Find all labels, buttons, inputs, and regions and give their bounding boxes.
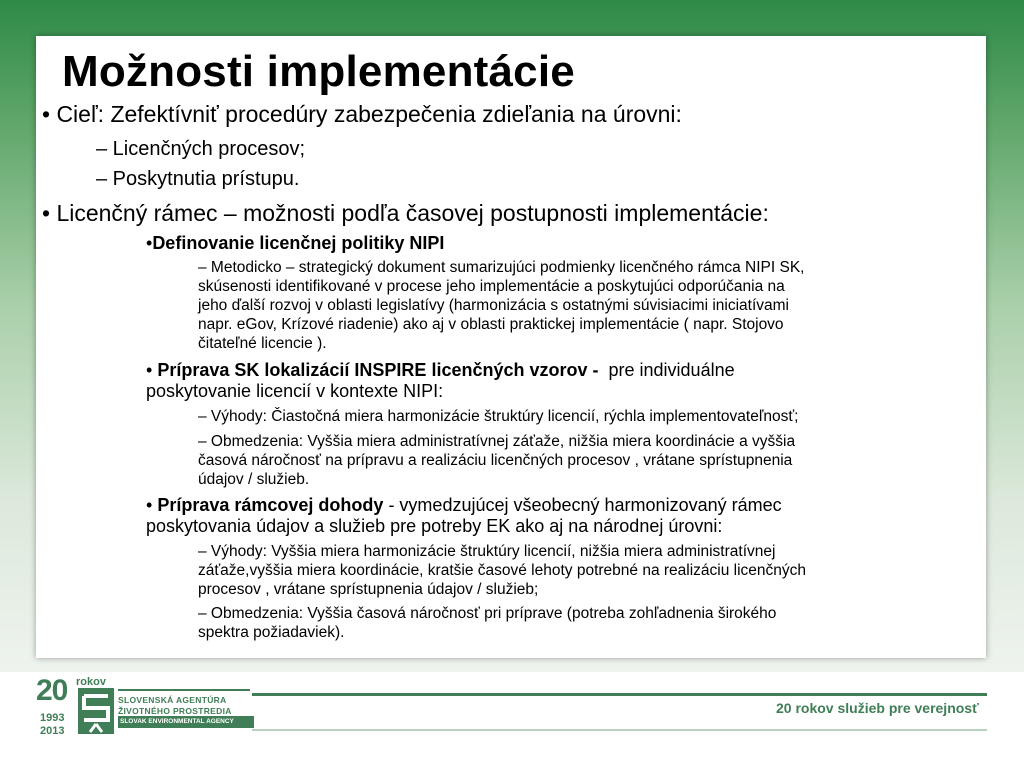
footer-divider bbox=[252, 693, 987, 696]
text-line: skúsenosti identifikované v procese jeho implementácie a poskytujúci odporúčania na bbox=[198, 278, 785, 295]
item-agreement-pros bbox=[198, 542, 988, 599]
agency-name-line2: ŽIVOTNÉHO PROSTREDIA bbox=[118, 706, 232, 716]
logo-anniversary-word: rokov bbox=[76, 676, 106, 688]
item-policy-title: Definovanie licenčnej politiky NIPI bbox=[152, 233, 445, 253]
text-line: – Výhody: Vyššia miera harmonizácie štruktúry licencií, nižšia miera administratívnej bbox=[198, 543, 776, 560]
text-line: záťaže,vyššia miera koordinácie, kratšie časové lehoty potrebné na realizáciu licenčných bbox=[198, 562, 807, 579]
text-line: jeho ďalší rozvoj v oblasti legislatívy (harmonizácia s ostatnými súvisiacimi iniciatívami bbox=[198, 297, 789, 314]
slide-title: Možnosti implementácie bbox=[62, 47, 575, 96]
text-line: časová náročnosť na prípravu a realizáciu licenčných procesov , vrátane sprístupnenia bbox=[198, 452, 793, 469]
item-inspire-cons bbox=[198, 432, 988, 489]
bullet-framework: • Licenčný rámec – možnosti podľa časovej postupnosti implementácie: bbox=[42, 200, 769, 226]
item-inspire-pros: – Výhody: Čiastočná miera harmonizácie štruktúry licencií, rýchla implementovateľnosť; bbox=[198, 408, 799, 425]
item-agreement-cons bbox=[198, 604, 988, 642]
item-bullet: • bbox=[146, 233, 153, 253]
text-line: spektra požiadaviek). bbox=[198, 624, 345, 641]
item-inspire-title: Príprava SK lokalizácií INSPIRE licenčných vzorov - bbox=[157, 360, 599, 380]
text-line: – Obmedzenia: Vyššia miera administratívnej záťaže, nižšia miera koordinácie a vyššia bbox=[198, 433, 796, 450]
bullet-goal: • Cieľ: Zefektívniť procedúry zabezpečenia zdieľania na úrovni: bbox=[42, 101, 682, 127]
item-inspire-rest: pre individuálne bbox=[608, 360, 735, 380]
agency-name-line1: SLOVENSKÁ AGENTÚRA bbox=[118, 695, 227, 705]
text-line: údajov / služieb. bbox=[198, 471, 310, 488]
item-bullet: • bbox=[146, 495, 153, 515]
logo-years bbox=[40, 712, 64, 738]
text-line: – Metodicko – strategický dokument sumarizujúci podmienky licenčného rámca NIPI SK, bbox=[198, 259, 805, 276]
item-agreement-heading bbox=[146, 495, 782, 516]
sub-bullet-licensing: – Licenčných procesov; bbox=[96, 138, 306, 160]
item-agreement-rest: - vymedzujúcej všeobecný harmonizovaný rámec bbox=[388, 495, 782, 515]
item-inspire-heading bbox=[146, 360, 735, 381]
logo-anniversary-number: 20 bbox=[36, 674, 68, 707]
agency-name-english: SLOVAK ENVIRONMENTAL AGENCY bbox=[118, 716, 254, 728]
item-policy-description bbox=[198, 258, 988, 353]
footer-tagline: 20 rokov služieb pre verejnosť bbox=[776, 700, 979, 716]
item-agreement-title: Príprava rámcovej dohody bbox=[157, 495, 384, 515]
logo-year-end: 2013 bbox=[40, 725, 65, 737]
text-line: – Obmedzenia: Vyššia časová náročnosť pri príprave (potreba zohľadnenia širokého bbox=[198, 605, 777, 622]
item-agreement-line2: poskytovania údajov a služieb pre potreby EK ako aj na národnej úrovni: bbox=[146, 516, 723, 536]
text-line: čitateľné licencie ). bbox=[198, 335, 327, 352]
item-bullet: • bbox=[146, 360, 153, 380]
text-line: napr. eGov, Krízové riadenie) ako aj v oblasti praktickej implementácie ( napr. Stojovo bbox=[198, 316, 784, 333]
footer-divider-light bbox=[252, 729, 987, 731]
agency-logo-icon bbox=[78, 688, 114, 734]
logo-year-start: 1993 bbox=[40, 712, 65, 724]
sub-bullet-access: – Poskytnutia prístupu. bbox=[96, 168, 300, 190]
text-line: procesov , vrátane sprístupnenia údajov / služieb; bbox=[198, 581, 539, 598]
item-policy-heading bbox=[146, 233, 444, 254]
item-inspire-line2: poskytovanie licencií v kontexte NIPI: bbox=[146, 381, 444, 401]
